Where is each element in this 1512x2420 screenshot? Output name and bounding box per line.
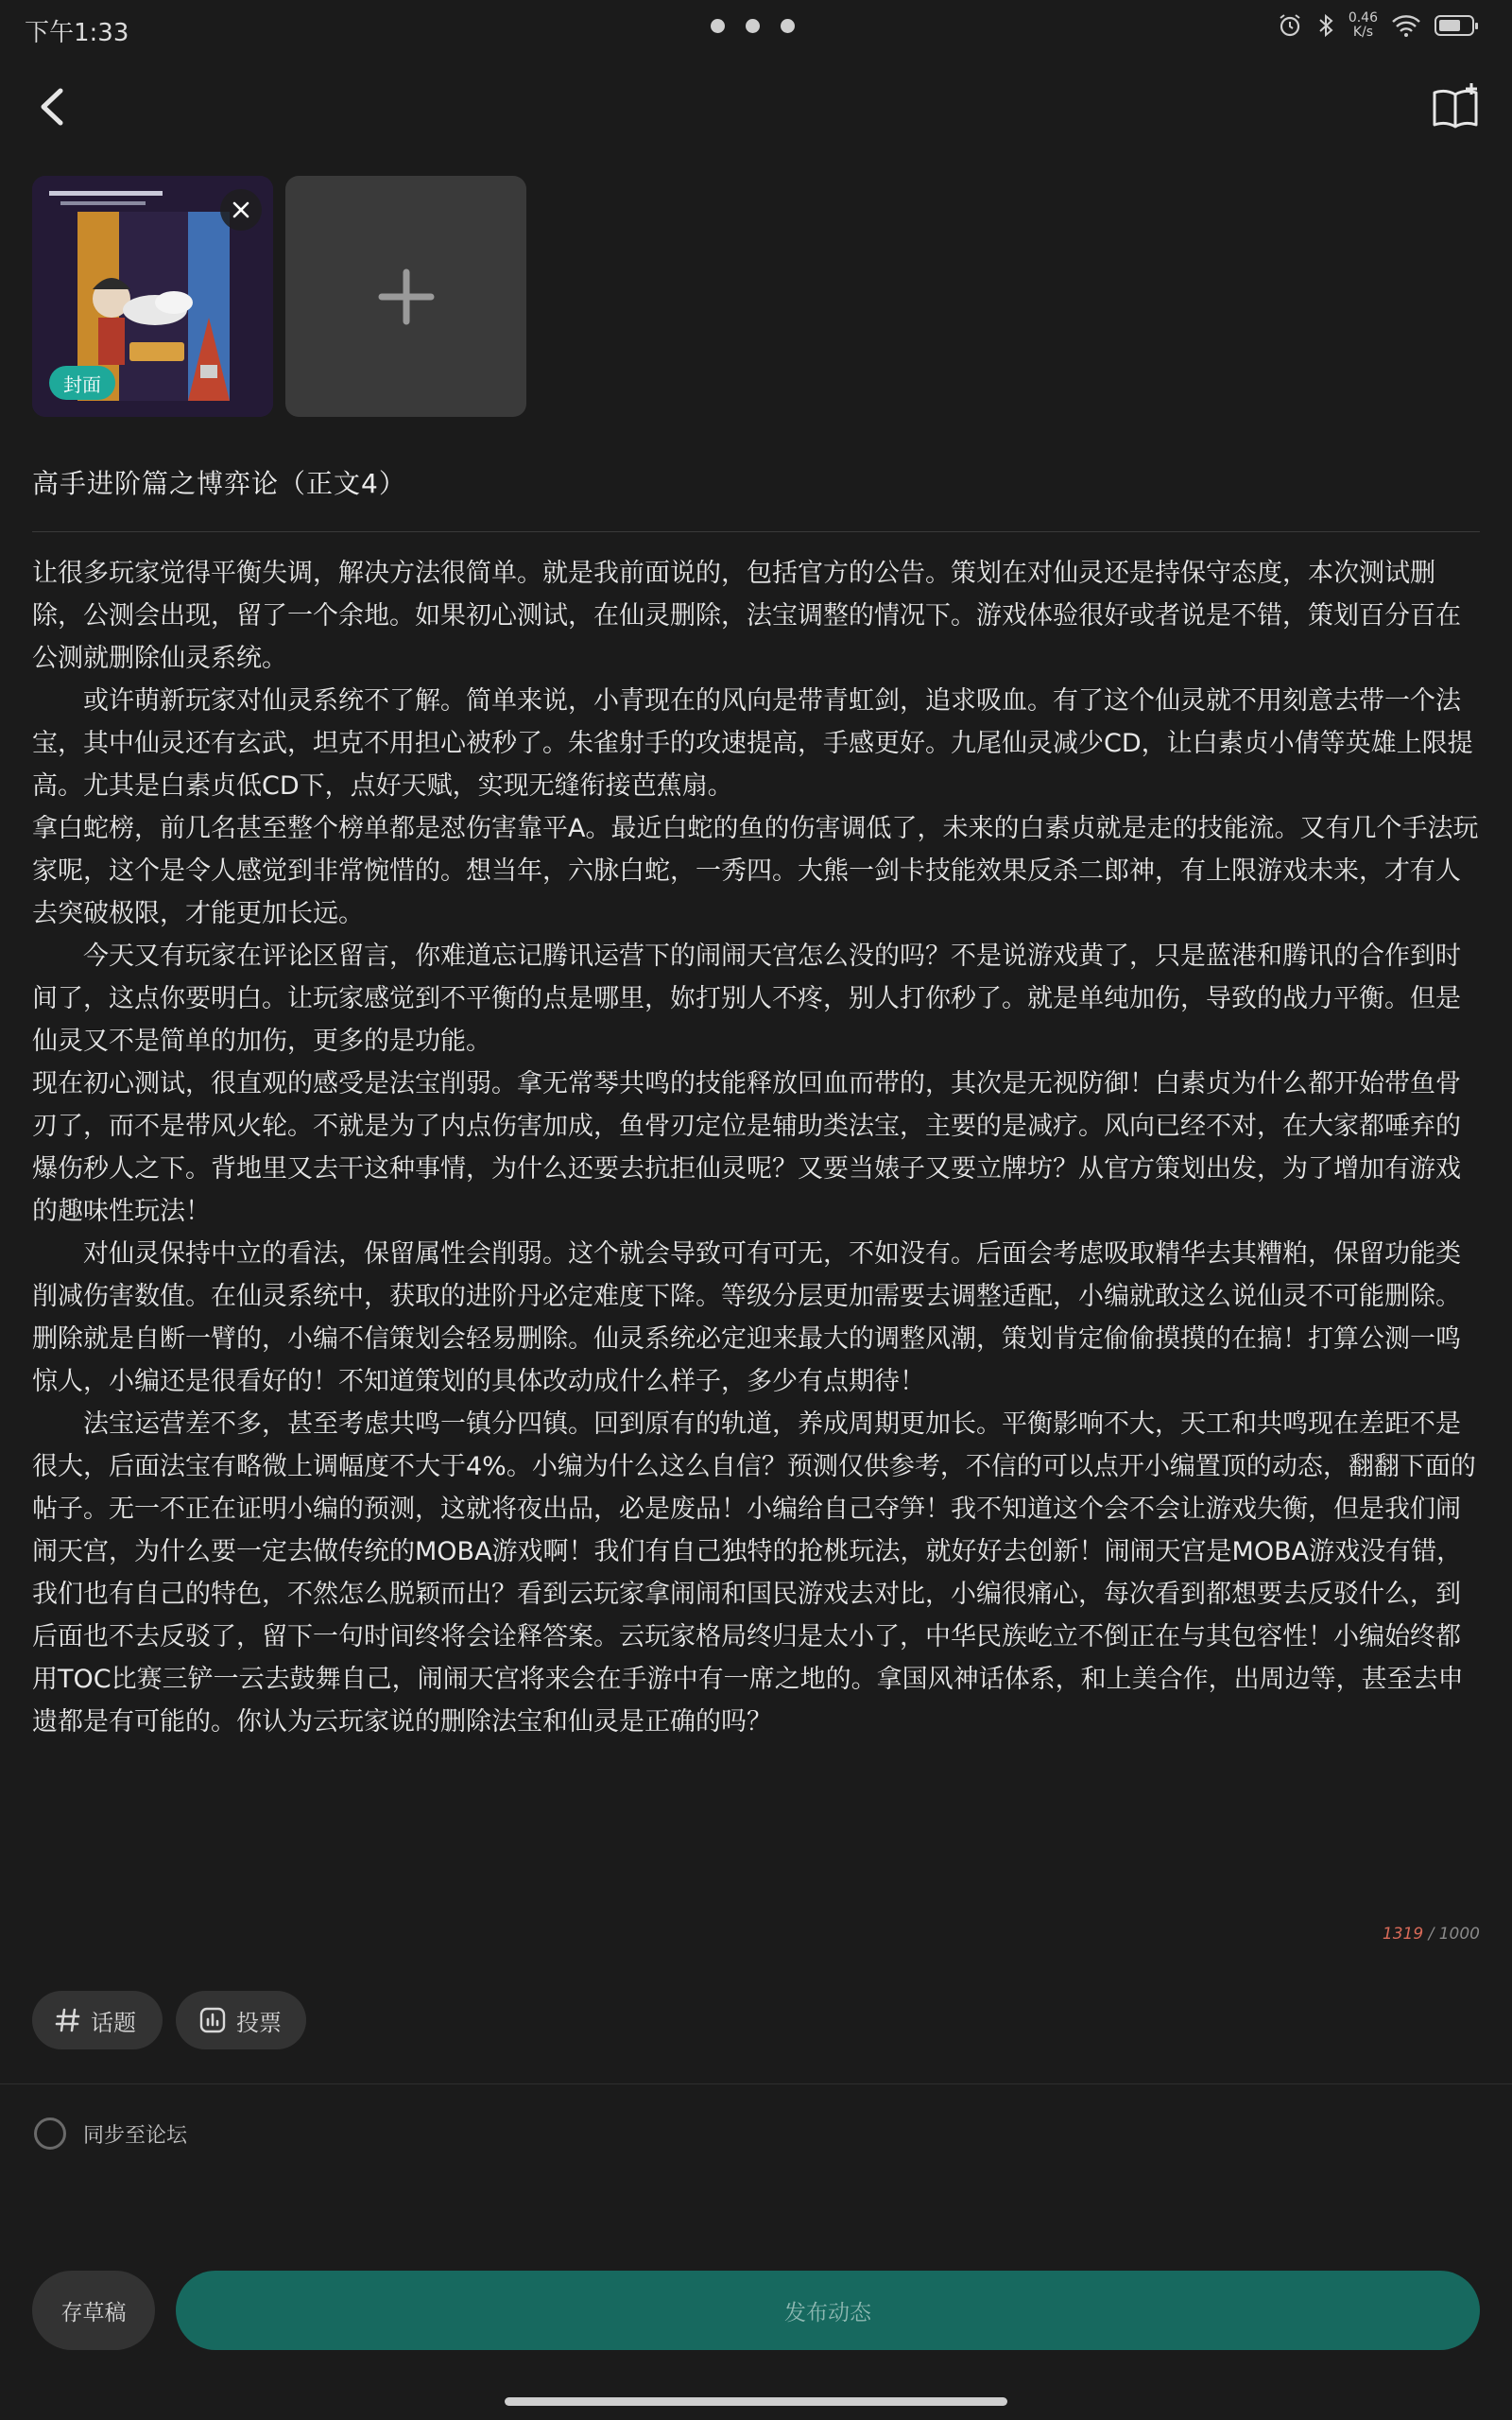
sync-forum-option[interactable] [34, 2118, 187, 2150]
section-divider [0, 2083, 1512, 2084]
battery-icon [1435, 15, 1474, 36]
body-paragraph: 现在初心测试，很直观的感受是法宝削弱。拿无常琴共鸣的技能释放回血而带的，其次是无视防御！白素贞为什么都开始带鱼骨刃了，而不是带风火轮。不就是为了内点伤害加成，鱼骨刃定位是辅助类法宝，主要的是减疗。风向已经不对，在大家都唾弃的爆伤秒人之下。背地里又去干这种事情，为什么还要去抗拒仙灵呢？又要当婊子又要立牌坊？从官方策划出发，为了增加有游戏的趣味性玩法！ [32, 1069, 1461, 1226]
bluetooth-icon [1316, 12, 1335, 39]
chevron-left-icon [28, 78, 77, 136]
char-separator: / [1428, 1925, 1435, 1944]
poll-icon [198, 2006, 227, 2034]
window-dots[interactable] [711, 19, 795, 33]
home-indicator[interactable] [505, 2397, 1007, 2406]
sync-forum-label: 同步至论坛 [83, 2123, 188, 2148]
status-time: 下午1:33 [25, 19, 129, 47]
title-divider [32, 531, 1480, 532]
vote-chip[interactable] [176, 1991, 306, 2049]
cover-badge: 封面 [49, 366, 115, 400]
image-thumbnail[interactable] [32, 176, 273, 417]
body-paragraph: 或许萌新玩家对仙灵系统不了解。简单来说，小青现在的风向是带青虹剑，追求吸血。有了这个仙灵就不用刻意去带一个法宝，其中仙灵还有玄武，坦克不用担心被秒了。朱雀射手的攻速提高，手感更好。九尾仙灵减少CD，让白素贞小倩等英雄上限提高。尤其是白素贞低CD下，点好天赋，实现无缝衔接芭蕉扇。 [32, 686, 1473, 801]
alarm-icon [1277, 12, 1303, 39]
save-draft-button[interactable]: 存草稿 [32, 2271, 155, 2350]
book-button[interactable] [1427, 79, 1484, 136]
body-paragraph: 对仙灵保持中立的看法，保留属性会削弱。这个就会导致可有可无，不如没有。后面会考虑吸取精华去其糟粕，保留功能类削减伤害数值。在仙灵系统中，获取的进阶丹必定难度下降。等级分层更加需要去调整适配，小编就敢这么说仙灵不可能删除。删除就是自断一臂的，小编不信策划会轻易删除。仙灵系统必定迎来最大的调整风潮，策划肯定偷偷摸摸的在搞！打算公测一鸣惊人，小编还是很看好的！不知道策划的具体改动成什么样子，多少有点期待！ [32, 1239, 1461, 1396]
post-title-input[interactable]: 高手进阶篇之博弈论（正文4） [32, 468, 406, 499]
char-counter [1383, 1925, 1480, 1944]
wifi-icon [1391, 13, 1421, 38]
add-image-button[interactable] [285, 176, 526, 417]
publish-button[interactable]: 发布动态 [176, 2271, 1480, 2350]
close-icon [231, 199, 251, 220]
char-count: 1319 [1382, 1925, 1424, 1944]
hashtag-icon [55, 2007, 81, 2033]
remove-image-button[interactable] [220, 189, 262, 231]
sync-forum-radio[interactable] [34, 2118, 66, 2150]
plus-icon [378, 268, 435, 325]
topic-chip[interactable] [32, 1991, 163, 2049]
body-paragraph: 拿白蛇榜，前几名甚至整个榜单都是怼伤害靠平A。最近白蛇的鱼的伤害调低了，未来的白素贞就是走的技能流。又有几个手法玩家呢，这个是令人感觉到非常惋惜的。想当年，六脉白蛇，一秀四。大熊一剑卡技能效果反杀二郎神，有上限游戏未来，才有人去突破极限，才能更加长远。 [32, 814, 1479, 928]
book-plus-icon [1427, 79, 1484, 136]
body-paragraph: 今天又有玩家在评论区留言，你难道忘记腾讯运营下的闹闹天宫怎么没的吗？不是说游戏黄了，只是蓝港和腾讯的合作到时间了，这点你要明白。让玩家感觉到不平衡的点是哪里，妳打别人不疼，别人打你秒了。就是单纯加伤，导致的战力平衡。但是仙灵又不是简单的加伤，更多的是功能。 [32, 942, 1461, 1056]
network-speed: 0.46 K/s [1348, 10, 1378, 40]
vote-chip-label: 投票 [236, 2009, 282, 2036]
status-icons [1277, 11, 1474, 40]
back-button[interactable] [28, 78, 77, 136]
body-paragraph: 法宝运营差不多，甚至考虑共鸣一镇分四镇。回到原有的轨道，养成周期更加长。平衡影响不大，天工和共鸣现在差距不是很大，后面法宝有略微上调幅度不大于4%。小编为什么这么自信？预测仅供参考，不信的可以点开小编置顶的动态，翻翻下面的帖子。无一不正在证明小编的预测，这就将夜出品，必是废品！小编给自己夺笋！我不知道这个会不会让游戏失衡，但是我们闹闹天宫，为什么要一定去做传统的MOBA游戏啊！我们有自己独特的抢桃玩法，就好好去创新！闹闹天宫是MOBA游戏没有错，我们也有自己的特色，不然怎么脱颖而出？看到云玩家拿闹闹和国民游戏去对比，小编很痛心，每次看到都想要去反驳什么，到后面也不去反驳了，留下一句时间终将会诠释答案。云玩家格局终归是太小了，中华民族屹立不倒正在与其包容性！小编始终都用TOC比赛三铲一云去鼓舞自己，闹闹天宫将来会在手游中有一席之地的。拿国风神话体系，和上美合作，出周边等，甚至去申遗都是有可能的。你认为云玩家说的删除法宝和仙灵是正确的吗？ [32, 1409, 1476, 1737]
char-limit: 1000 [1438, 1925, 1480, 1944]
topic-chip-label: 话题 [91, 2009, 136, 2036]
body-paragraph: 让很多玩家觉得平衡失调，解决方法很简单。就是我前面说的，包括官方的公告。策划在对仙灵还是持保守态度，本次测试删除，公测会出现，留了一个余地。如果初心测试，在仙灵删除，法宝调整的情况下。游戏体验很好或者说是不错，策划百分百在公测就删除仙灵系统。 [32, 559, 1461, 673]
post-body-input[interactable] [32, 552, 1482, 1743]
status-bar [0, 0, 1512, 57]
